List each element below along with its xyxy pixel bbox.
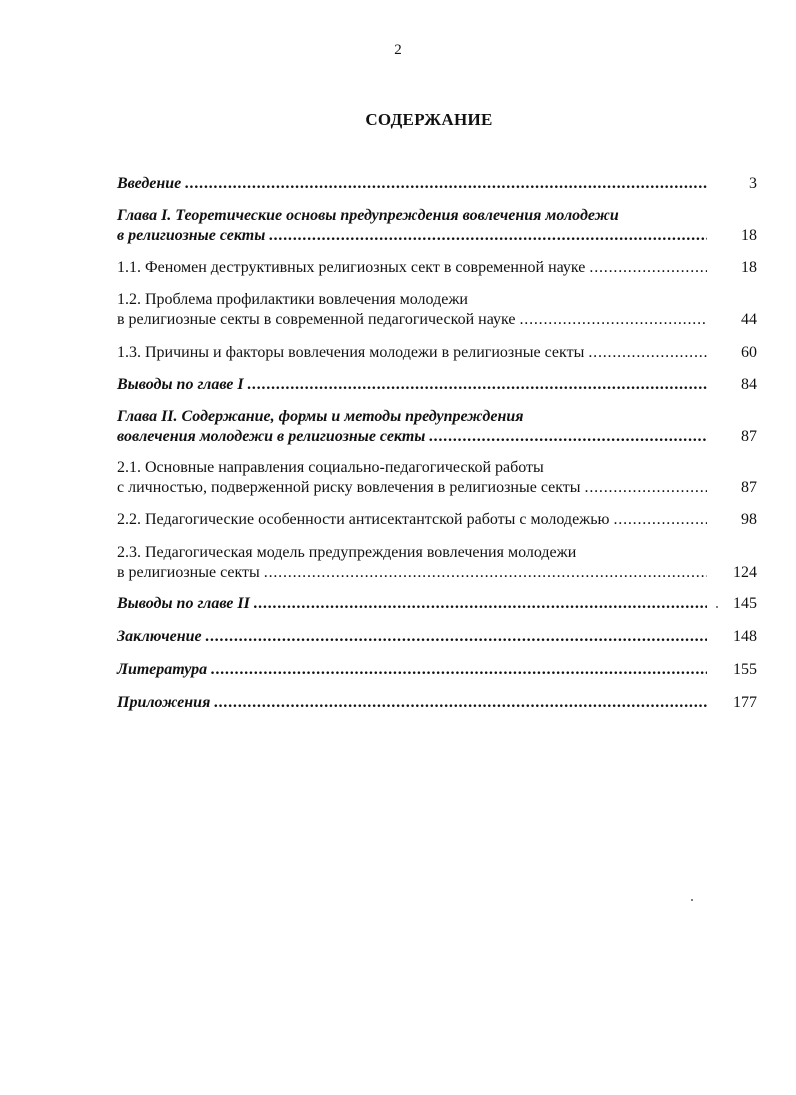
toc-entry-title: 1.2. Проблема профилактики вовлечения молодежи — [117, 291, 468, 308]
toc-entry-page-number: 155 — [733, 661, 757, 678]
toc-entry-text — [117, 258, 721, 278]
toc-entry — [117, 693, 757, 713]
toc-entry-title: Заключение — [117, 628, 202, 645]
toc-entry-title: Выводы по главе II — [117, 595, 250, 612]
toc-entry-page-number: 87 — [741, 479, 757, 496]
toc-entry-title: вовлечения молодежи в религиозные секты — [117, 428, 426, 445]
dot-leader — [244, 375, 707, 395]
toc-entry-page-number: 124 — [733, 564, 757, 581]
toc-entry — [117, 594, 757, 614]
toc-entry — [117, 375, 757, 395]
toc-entry-line — [117, 693, 707, 713]
toc-entry-page-number: 3 — [749, 175, 757, 192]
toc-entry — [117, 627, 757, 647]
toc-entry-text — [117, 693, 721, 713]
toc-entry-page-number: 84 — [741, 376, 757, 393]
toc-entry-line — [117, 258, 707, 278]
toc-entry-line — [117, 226, 707, 246]
toc-entry-line — [117, 660, 707, 680]
page-number: 2 — [394, 42, 402, 58]
scan-speck — [691, 899, 693, 901]
toc-entry-title: Литература — [117, 661, 208, 678]
toc-entry-title: 1.1. Феномен деструктивных религиозных сект в современной науке — [117, 259, 586, 276]
toc-entry-text — [117, 660, 721, 680]
toc-entry-page-number: 18 — [741, 259, 757, 276]
toc-entry-line — [117, 563, 707, 583]
toc-entry-line — [117, 510, 707, 530]
toc-entry-text — [117, 375, 721, 395]
toc-entry-text — [117, 206, 721, 246]
toc-entry — [117, 206, 757, 246]
toc-entry-title: с личностью, подверженной риску вовлечения в религиозные секты — [117, 479, 581, 496]
toc-entry — [117, 458, 757, 498]
toc-entry-title: в религиозные секты — [117, 564, 260, 581]
toc-entry-title: 2.3. Педагогическая модель предупреждения вовлечения молодежи — [117, 544, 577, 561]
dot-leader — [250, 594, 707, 614]
dot-leader — [425, 427, 707, 447]
toc-entry-title: в религиозные секты в современной педагогической науке — [117, 311, 516, 328]
toc-entry-text — [117, 510, 721, 530]
toc-entry-line — [117, 290, 707, 310]
toc-entry — [117, 343, 757, 363]
toc-entry-page-number: 148 — [733, 628, 757, 645]
toc-entry-title: 2.1. Основные направления социально-педагогической работы — [117, 459, 544, 476]
toc-entry-page-number: 18 — [741, 227, 757, 244]
dot-leader — [202, 627, 707, 647]
toc-entry-page-number: 60 — [741, 344, 757, 361]
toc-entry-text — [117, 343, 721, 363]
dot-leader — [584, 343, 707, 363]
toc-entry-title: Выводы по главе I — [117, 376, 244, 393]
toc-entry-line — [117, 310, 707, 330]
toc-entry — [117, 258, 757, 278]
toc-entry-line — [117, 206, 707, 226]
dot-leader — [260, 563, 707, 583]
dot-leader — [515, 310, 707, 330]
toc-entry-text — [117, 174, 721, 194]
toc-entry-line — [117, 627, 707, 647]
toc-entry — [117, 407, 757, 447]
toc-entry-page-number: 177 — [733, 694, 757, 711]
toc-entry — [117, 510, 757, 530]
toc-entry-text — [117, 458, 721, 498]
toc-entry-text — [117, 290, 721, 330]
toc-entry-line — [117, 174, 707, 194]
dot-leader — [265, 226, 707, 246]
toc-entry-page-number: 44 — [741, 311, 757, 328]
toc-entry — [117, 660, 757, 680]
toc-entry-line — [117, 543, 707, 563]
toc-entry-title: Глава I. Теоретические основы предупреждения вовлечения молодежи — [117, 207, 619, 224]
toc-entry-line — [117, 407, 707, 427]
toc-entry — [117, 543, 757, 583]
toc-title: СОДЕРЖАНИЕ — [365, 110, 493, 129]
toc-entry-title: 2.2. Педагогические особенности антисектантской работы с молодежью — [117, 511, 610, 528]
table-of-contents — [117, 174, 757, 713]
toc-entry-text — [117, 543, 721, 583]
toc-entry-title: Глава II. Содержание, формы и методы предупреждения — [117, 408, 524, 425]
toc-entry-line — [117, 458, 707, 478]
toc-entry-line — [117, 375, 707, 395]
toc-entry-page-number: 98 — [741, 511, 757, 528]
toc-entry-line — [117, 594, 707, 614]
toc-entry-title: 1.3. Причины и факторы вовлечения молодежи в религиозные секты — [117, 344, 585, 361]
dot-leader — [581, 478, 707, 498]
dot-leader — [210, 693, 707, 713]
scan-speck — [716, 606, 718, 608]
toc-entry-text — [117, 627, 721, 647]
toc-entry — [117, 174, 757, 194]
toc-entry-line — [117, 343, 707, 363]
dot-leader — [609, 510, 707, 530]
toc-entry-text — [117, 407, 721, 447]
dot-leader — [207, 660, 707, 680]
toc-entry-line — [117, 478, 707, 498]
dot-leader — [585, 258, 707, 278]
toc-entry-line — [117, 427, 707, 447]
toc-entry-title: в религиозные секты — [117, 227, 266, 244]
dot-leader — [181, 174, 707, 194]
toc-entry-title: Приложения — [117, 694, 211, 711]
toc-entry — [117, 290, 757, 330]
toc-entry-text — [117, 594, 721, 614]
toc-entry-title: Введение — [117, 175, 182, 192]
toc-entry-page-number: 87 — [741, 428, 757, 445]
toc-entry-page-number: 145 — [733, 595, 757, 612]
